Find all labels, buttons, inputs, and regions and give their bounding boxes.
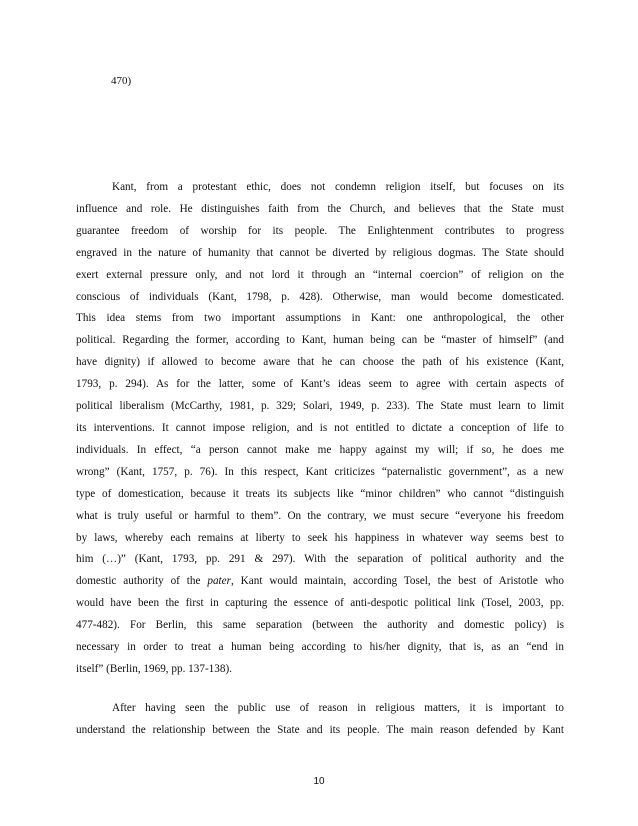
text-line: wrong” (Kant, 1757, p. 76). In this respect, Kant criticizes “paternalistic government”, as a new — [76, 465, 564, 478]
text-line: him (…)” (Kant, 1793, pp. 291 & 297). With the separation of political authority and the — [76, 553, 564, 566]
text-line: This idea stems from two important assumptions in Kant: one anthropological, the other — [76, 312, 564, 325]
page-number: 10 — [313, 776, 325, 787]
text-line: political liberalism (McCarthy, 1981, p. 329; Solari, 1949, p. 233). The State must learn to limit — [76, 400, 564, 413]
text-line: what is truly useful or harmful to them”. On the contrary, we must secure “everyone his freedom — [76, 509, 564, 522]
text-line: by laws, whereby each remains at liberty to seek his happiness in whatever way seems best to — [76, 531, 564, 544]
paragraph-kant-religion — [76, 177, 564, 681]
text-line: individuals. In effect, “a person cannot make me happy against my will; if so, he does me — [76, 443, 564, 456]
text-line: domestic authority of the pater, Kant would maintain, according Tosel, the best of Aristotle who — [76, 575, 564, 588]
text-line: its interventions. It cannot impose religion, and is not entitled to dictate a conception of life to — [76, 421, 564, 434]
text-line: have dignity) if allowed to become aware that he can choose the path of his existence (Kant, — [76, 356, 564, 369]
text-line: necessary in order to treat a human being according to his/her dignity, that is, as an “end in — [76, 641, 564, 654]
text-line: exert external pressure only, and not lord it through an “internal coercion” of religion on the — [76, 268, 564, 281]
text-line: itself” (Berlin, 1969, pp. 137-138). — [76, 662, 232, 675]
text-line: influence and role. He distinguishes faith from the Church, and believes that the State must — [76, 202, 564, 215]
text-line: understand the relationship between the State and its people. The main reason defended by Kant — [76, 723, 564, 736]
text-line: 1793, p. 294). As for the latter, some of Kant’s ideas seem to agree with certain aspects of — [76, 378, 564, 391]
text-line: After having seen the public use of reason in religious matters, it is important to — [112, 702, 564, 714]
text-line: guarantee freedom of worship for its people. The Enlightenment contributes to progress — [76, 224, 564, 237]
text-line: conscious of individuals (Kant, 1798, p. 428). Otherwise, man would become domesticated. — [76, 290, 564, 303]
paragraph-state-people — [76, 698, 564, 742]
text-line: type of domestication, because it treats its subjects like “minor children” who cannot “distinguish — [76, 487, 564, 500]
text-line: would have been the first in capturing the essence of anti-despotic political link (Tosel, 2003, pp. — [76, 597, 564, 610]
text-line: political. Regarding the former, according to Kant, human being can be “master of himself” (and — [76, 334, 564, 347]
text-line: Kant, from a protestant ethic, does not condemn religion itself, but focuses on its — [112, 181, 564, 193]
text-line: engraved in the nature of humanity that cannot be diverted by religious dogmas. The State should — [76, 246, 564, 259]
continued-fragment: 470) — [111, 75, 132, 87]
text-line: 477-482). For Berlin, this same separation (between the authority and domestic policy) is — [76, 619, 564, 632]
